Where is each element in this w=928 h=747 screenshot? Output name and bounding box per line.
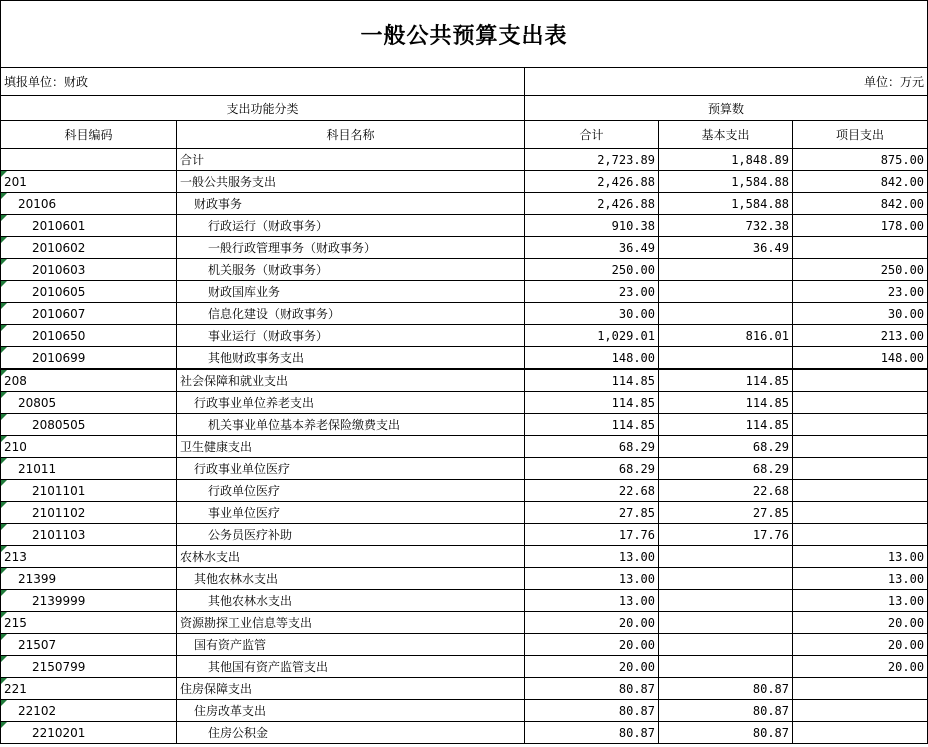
cell-total: 20.00 (525, 656, 659, 678)
table-row (1, 193, 928, 215)
cell-name: 行政单位医疗 (177, 480, 525, 502)
cell-code (1, 392, 177, 414)
cell-name: 其他国有资产监管支出 (177, 656, 525, 678)
header-function-class: 支出功能分类 (1, 96, 525, 121)
cell-total: 30.00 (525, 303, 659, 325)
cell-name: 财政事务 (177, 193, 525, 215)
cell-name: 农林水支出 (177, 546, 525, 568)
cell-basic (659, 590, 793, 612)
cell-project: 148.00 (793, 347, 928, 370)
cell-project: 842.00 (793, 193, 928, 215)
cell-name: 住房公积金 (177, 722, 525, 744)
cell-code (1, 546, 177, 568)
cell-name: 资源勘探工业信息等支出 (177, 612, 525, 634)
cell-code (1, 347, 177, 370)
code-text: 20805 (18, 395, 57, 410)
cell-total: 114.85 (525, 369, 659, 392)
cell-basic: 80.87 (659, 722, 793, 744)
code-text: 21399 (18, 571, 57, 586)
cell-basic: 1,584.88 (659, 193, 793, 215)
cell-code (1, 369, 177, 392)
cell-marker-icon (1, 502, 7, 508)
table-row (1, 546, 928, 568)
cell-basic (659, 568, 793, 590)
cell-project: 178.00 (793, 215, 928, 237)
table-row (1, 524, 928, 546)
cell-marker-icon (1, 678, 7, 684)
cell-marker-icon (1, 458, 7, 464)
table-row (1, 237, 928, 259)
code-text: 2101101 (32, 483, 86, 498)
cell-total: 2,426.88 (525, 193, 659, 215)
code-text: 2101103 (32, 527, 86, 542)
table-row (1, 700, 928, 722)
cell-name: 合计 (177, 149, 525, 171)
code-text: 221 (4, 681, 27, 696)
cell-marker-icon (1, 436, 7, 442)
cell-basic: 68.29 (659, 436, 793, 458)
cell-code (1, 480, 177, 502)
cell-total: 23.00 (525, 281, 659, 303)
cell-basic: 68.29 (659, 458, 793, 480)
cell-basic: 22.68 (659, 480, 793, 502)
cell-total: 68.29 (525, 458, 659, 480)
cell-name: 事业单位医疗 (177, 502, 525, 524)
cell-total: 910.38 (525, 215, 659, 237)
cell-project: 13.00 (793, 546, 928, 568)
code-text: 2010605 (32, 284, 86, 299)
table-row (1, 303, 928, 325)
cell-code (1, 215, 177, 237)
code-text: 2010603 (32, 262, 86, 277)
cell-marker-icon (1, 303, 7, 309)
cell-basic: 114.85 (659, 392, 793, 414)
cell-total: 1,029.01 (525, 325, 659, 347)
cell-project (793, 458, 928, 480)
cell-basic (659, 634, 793, 656)
cell-marker-icon (1, 259, 7, 265)
cell-name: 一般公共服务支出 (177, 171, 525, 193)
cell-code (1, 325, 177, 347)
header-name: 科目名称 (177, 121, 525, 149)
cell-code (1, 281, 177, 303)
table-row (1, 634, 928, 656)
cell-project (793, 502, 928, 524)
cell-total: 2,723.89 (525, 149, 659, 171)
cell-name: 住房改革支出 (177, 700, 525, 722)
cell-total: 20.00 (525, 612, 659, 634)
cell-total: 68.29 (525, 436, 659, 458)
cell-code (1, 524, 177, 546)
cell-project: 20.00 (793, 634, 928, 656)
cell-code (1, 193, 177, 215)
code-text: 2139999 (32, 593, 86, 608)
cell-marker-icon (1, 524, 7, 530)
cell-basic (659, 259, 793, 281)
table-row (1, 392, 928, 414)
cell-marker-icon (1, 612, 7, 618)
cell-project: 13.00 (793, 590, 928, 612)
code-text: 2101102 (32, 505, 86, 520)
cell-project (793, 392, 928, 414)
table-row (1, 612, 928, 634)
cell-total: 36.49 (525, 237, 659, 259)
table-row (1, 325, 928, 347)
cell-project (793, 436, 928, 458)
cell-basic: 80.87 (659, 700, 793, 722)
table-row (1, 568, 928, 590)
table-row (1, 678, 928, 700)
code-text: 21507 (18, 637, 57, 652)
cell-total: 80.87 (525, 678, 659, 700)
cell-basic (659, 612, 793, 634)
cell-code (1, 700, 177, 722)
header-budget: 预算数 (525, 96, 928, 121)
cell-name: 行政事业单位养老支出 (177, 392, 525, 414)
cell-code (1, 237, 177, 259)
cell-marker-icon (1, 656, 7, 662)
cell-name: 事业运行（财政事务） (177, 325, 525, 347)
page-title: 一般公共预算支出表 (1, 1, 928, 68)
cell-basic: 27.85 (659, 502, 793, 524)
cell-total: 22.68 (525, 480, 659, 502)
table-row (1, 281, 928, 303)
cell-basic: 732.38 (659, 215, 793, 237)
cell-marker-icon (1, 722, 7, 728)
cell-name: 其他农林水支出 (177, 590, 525, 612)
cell-name: 社会保障和就业支出 (177, 369, 525, 392)
code-text: 215 (4, 615, 27, 630)
cell-project (793, 678, 928, 700)
cell-code (1, 612, 177, 634)
cell-name: 其他农林水支出 (177, 568, 525, 590)
cell-code (1, 259, 177, 281)
cell-project: 20.00 (793, 656, 928, 678)
cell-total: 114.85 (525, 414, 659, 436)
cell-marker-icon (1, 215, 7, 221)
cell-code (1, 414, 177, 436)
cell-marker-icon (1, 281, 7, 287)
cell-basic: 816.01 (659, 325, 793, 347)
cell-marker-icon (1, 193, 7, 199)
cell-project: 13.00 (793, 568, 928, 590)
cell-total: 13.00 (525, 546, 659, 568)
code-text: 201 (4, 174, 27, 189)
cell-project (793, 480, 928, 502)
header-code: 科目编码 (1, 121, 177, 149)
cell-total: 20.00 (525, 634, 659, 656)
cell-basic: 36.49 (659, 237, 793, 259)
code-text: 2010607 (32, 306, 86, 321)
cell-code (1, 436, 177, 458)
cell-name: 一般行政管理事务（财政事务） (177, 237, 525, 259)
cell-project: 30.00 (793, 303, 928, 325)
cell-code (1, 303, 177, 325)
header-project: 项目支出 (793, 121, 928, 149)
cell-marker-icon (1, 568, 7, 574)
table-row (1, 215, 928, 237)
cell-code (1, 678, 177, 700)
code-text: 20106 (18, 196, 57, 211)
cell-basic: 1,584.88 (659, 171, 793, 193)
cell-total: 80.87 (525, 700, 659, 722)
cell-basic (659, 546, 793, 568)
cell-basic (659, 303, 793, 325)
code-text: 2010650 (32, 328, 86, 343)
cell-code (1, 656, 177, 678)
table-row (1, 656, 928, 678)
cell-project: 875.00 (793, 149, 928, 171)
table-row (1, 436, 928, 458)
cell-basic (659, 347, 793, 370)
cell-total: 13.00 (525, 568, 659, 590)
cell-marker-icon (1, 347, 7, 353)
code-text: 213 (4, 549, 27, 564)
code-text: 208 (4, 373, 27, 388)
cell-marker-icon (1, 590, 7, 596)
cell-project (793, 722, 928, 744)
cell-total: 2,426.88 (525, 171, 659, 193)
table-row (1, 259, 928, 281)
cell-project (793, 237, 928, 259)
cell-marker-icon (1, 370, 7, 376)
cell-total: 250.00 (525, 259, 659, 281)
code-text: 21011 (18, 461, 57, 476)
cell-marker-icon (1, 171, 7, 177)
table-row (1, 480, 928, 502)
cell-marker-icon (1, 414, 7, 420)
cell-project: 842.00 (793, 171, 928, 193)
table-row (1, 414, 928, 436)
filler-unit-label: 填报单位：财政 (1, 68, 525, 96)
cell-name: 国有资产监管 (177, 634, 525, 656)
cell-total: 80.87 (525, 722, 659, 744)
cell-marker-icon (1, 480, 7, 486)
cell-project (793, 700, 928, 722)
code-text: 22102 (18, 703, 57, 718)
cell-marker-icon (1, 700, 7, 706)
header-total: 合计 (525, 121, 659, 149)
cell-name: 卫生健康支出 (177, 436, 525, 458)
cell-project: 213.00 (793, 325, 928, 347)
cell-project (793, 524, 928, 546)
table-row (1, 458, 928, 480)
table-row (1, 502, 928, 524)
cell-project: 250.00 (793, 259, 928, 281)
cell-marker-icon (1, 546, 7, 552)
table-row (1, 149, 928, 171)
cell-name: 行政运行（财政事务） (177, 215, 525, 237)
table-row (1, 369, 928, 392)
code-text: 2150799 (32, 659, 86, 674)
cell-total: 17.76 (525, 524, 659, 546)
cell-name: 公务员医疗补助 (177, 524, 525, 546)
cell-code (1, 502, 177, 524)
cell-name: 其他财政事务支出 (177, 347, 525, 370)
code-text: 210 (4, 439, 27, 454)
cell-basic: 114.85 (659, 369, 793, 392)
code-text: 2010602 (32, 240, 86, 255)
cell-name: 财政国库业务 (177, 281, 525, 303)
cell-project (793, 369, 928, 392)
cell-code (1, 590, 177, 612)
cell-total: 13.00 (525, 590, 659, 612)
cell-marker-icon (1, 325, 7, 331)
cell-name: 机关服务（财政事务） (177, 259, 525, 281)
table-row (1, 590, 928, 612)
code-text: 2210201 (32, 725, 86, 740)
cell-code (1, 634, 177, 656)
cell-name: 机关事业单位基本养老保险缴费支出 (177, 414, 525, 436)
cell-code (1, 149, 177, 171)
cell-code (1, 722, 177, 744)
cell-basic: 114.85 (659, 414, 793, 436)
cell-basic: 1,848.89 (659, 149, 793, 171)
cell-total: 27.85 (525, 502, 659, 524)
cell-marker-icon (1, 237, 7, 243)
cell-name: 信息化建设（财政事务） (177, 303, 525, 325)
table-row (1, 722, 928, 744)
cell-basic (659, 656, 793, 678)
cell-marker-icon (1, 392, 7, 398)
cell-name: 住房保障支出 (177, 678, 525, 700)
cell-basic (659, 281, 793, 303)
code-text: 2010601 (32, 218, 86, 233)
cell-basic: 17.76 (659, 524, 793, 546)
code-text: 2010699 (32, 350, 86, 365)
cell-project (793, 414, 928, 436)
cell-marker-icon (1, 634, 7, 640)
table-row (1, 171, 928, 193)
cell-code (1, 171, 177, 193)
cell-project: 23.00 (793, 281, 928, 303)
cell-total: 148.00 (525, 347, 659, 370)
cell-code (1, 568, 177, 590)
cell-project: 20.00 (793, 612, 928, 634)
cell-total: 114.85 (525, 392, 659, 414)
unit-label: 单位：万元 (525, 68, 928, 96)
code-text: 2080505 (32, 417, 86, 432)
cell-basic: 80.87 (659, 678, 793, 700)
cell-code (1, 458, 177, 480)
header-basic: 基本支出 (659, 121, 793, 149)
table-row (1, 347, 928, 370)
cell-name: 行政事业单位医疗 (177, 458, 525, 480)
